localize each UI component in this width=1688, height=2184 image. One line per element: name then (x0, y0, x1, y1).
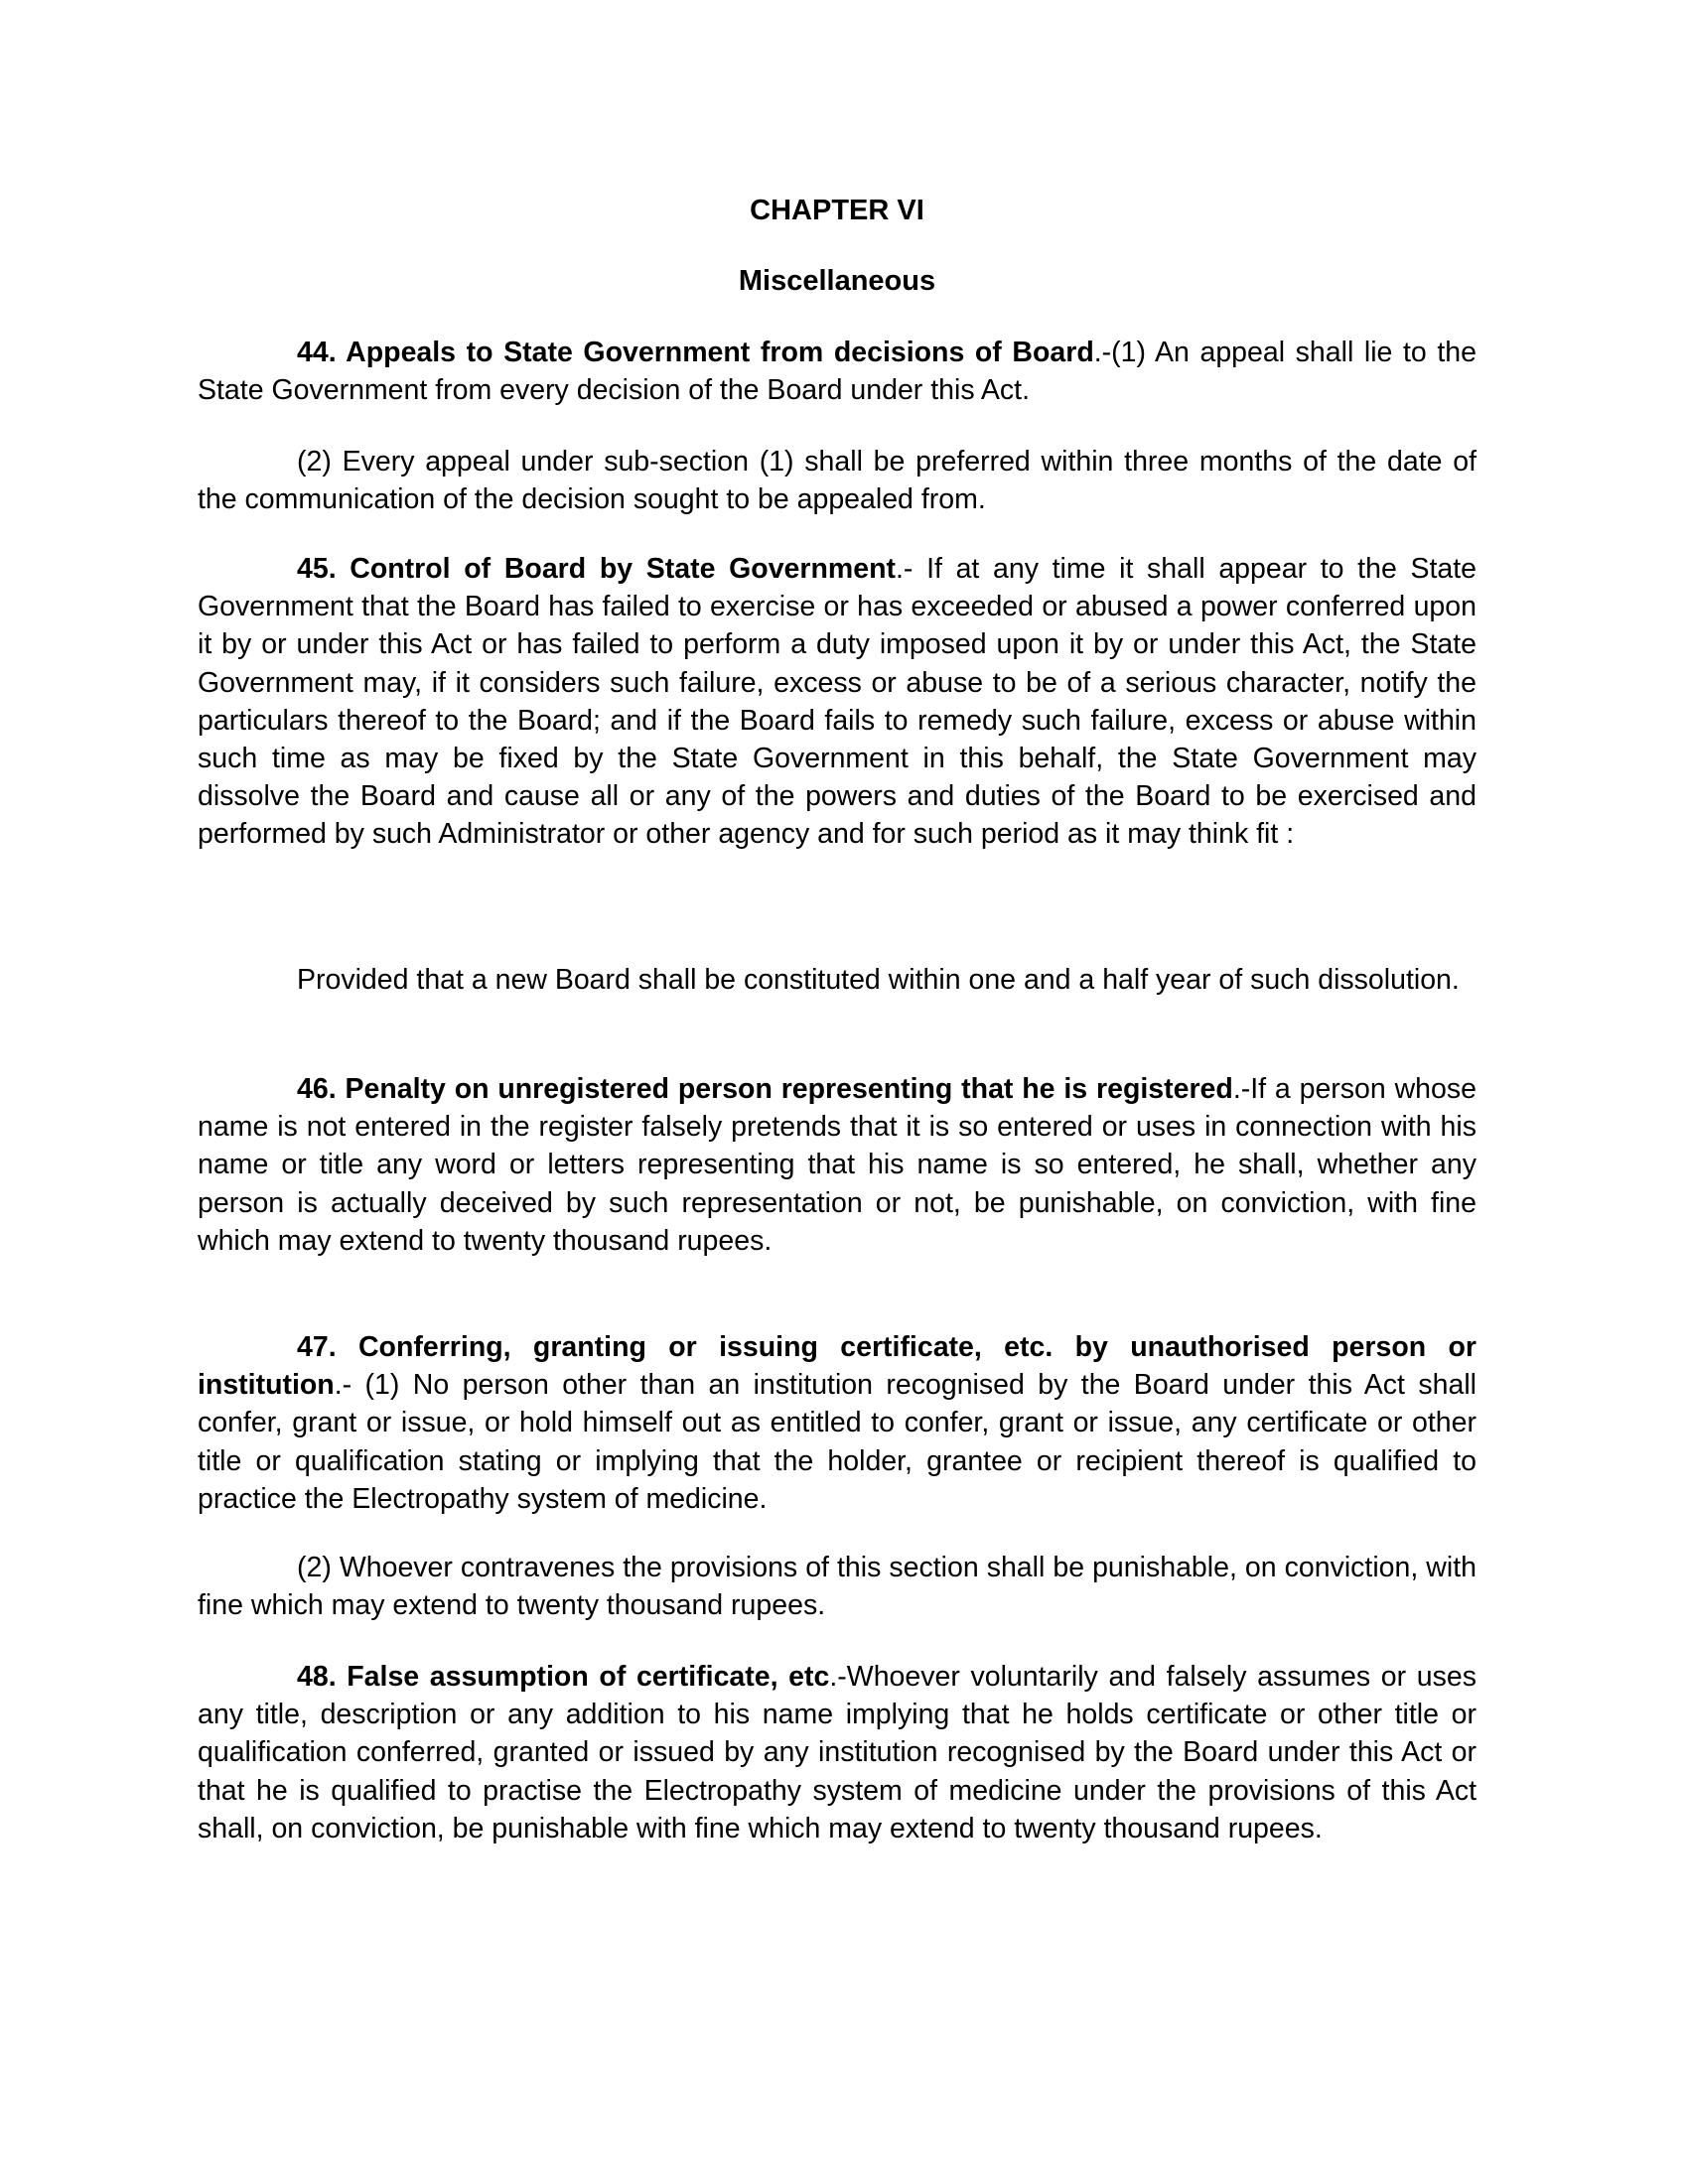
section-45-para-1 (198, 550, 1477, 854)
section-text: .- If at any time it shall appear to the State Government that the Board has failed to exercise or has exceeded or abused a power conferred upon it by or under this Act or has failed to perform a duty imposed upon it by or under this Act, the State Government may, if it considers such failure, excess or abuse to be of a serious character, notify the particulars thereof to the Board; and if the Board fails to remedy such failure, excess or abuse within such time as may be fixed by the State Government in this behalf, the State Government may dissolve the Board and cause all or any of the powers and duties of the Board to be exercised and performed by such Administrator or other agency and for such period as it may think fit : (198, 553, 1477, 851)
section-48-para (198, 1658, 1477, 1847)
section-text: .-If a person whose name is not entered in the register falsely pretends that it is so entered or uses in connection with his name or title any word or letters representing that his name is so entered, he shall, whether any person is actually deceived by such representation or not, be punishable, on conviction, with fine which may extend to twenty thousand rupees. (198, 1073, 1477, 1257)
section-heading: 47. Conferring, granting or issuing certificate, etc. by unauthorised person or institution (198, 1331, 1477, 1402)
section-45-proviso (198, 961, 1504, 999)
section-text: (2) Every appeal under sub-section (1) shall be preferred within three months of the date of the communication of the decision sought to be appealed from. (198, 446, 1477, 516)
section-heading: 48. False assumption of certificate, etc (297, 1661, 830, 1693)
section-text: Provided that a new Board shall be constituted within one and a half year of such dissolution. (297, 964, 1460, 996)
section-heading: 46. Penalty on unregistered person representing that he is registered (297, 1073, 1233, 1105)
chapter-subtitle: Miscellaneous (738, 265, 936, 297)
section-44-para-2 (198, 443, 1477, 518)
section-heading: 44. Appeals to State Government from decisions of Board (297, 337, 1094, 368)
section-47-para-2 (198, 1549, 1477, 1624)
section-44-para-1 (198, 334, 1477, 409)
section-47-para-1 (198, 1328, 1477, 1518)
section-text: .- (1) No person other than an institution recognised by the Board under this Act shall confer, grant or issue, or hold himself out as entitled to confer, grant or issue, any certificate or other title or qualification stating or implying that the holder, grantee or recipient thereof is qualified to practice the Electropathy system of medicine. (198, 1369, 1477, 1515)
section-text: .-Whoever voluntarily and falsely assumes or uses any title, description or any addition to his name implying that he holds certificate or other title or qualification conferred, granted or issued by any institution recognised by the Board under this Act or that he is qualified to practise the Electropathy system of medicine under the provisions of this Act shall, on conviction, be punishable with fine which may extend to twenty thousand rupees. (198, 1661, 1477, 1844)
section-text: (2) Whoever contravenes the provisions of this section shall be punishable, on conviction, with fine which may extend to twenty thousand rupees. (198, 1552, 1477, 1622)
chapter-title: CHAPTER VI (750, 195, 924, 226)
section-heading: 45. Control of Board by State Government (297, 553, 896, 585)
section-text: .-(1) An appeal shall lie to the State Government from every decision of the Board under this Act. (198, 337, 1477, 407)
section-46-para (198, 1070, 1477, 1260)
